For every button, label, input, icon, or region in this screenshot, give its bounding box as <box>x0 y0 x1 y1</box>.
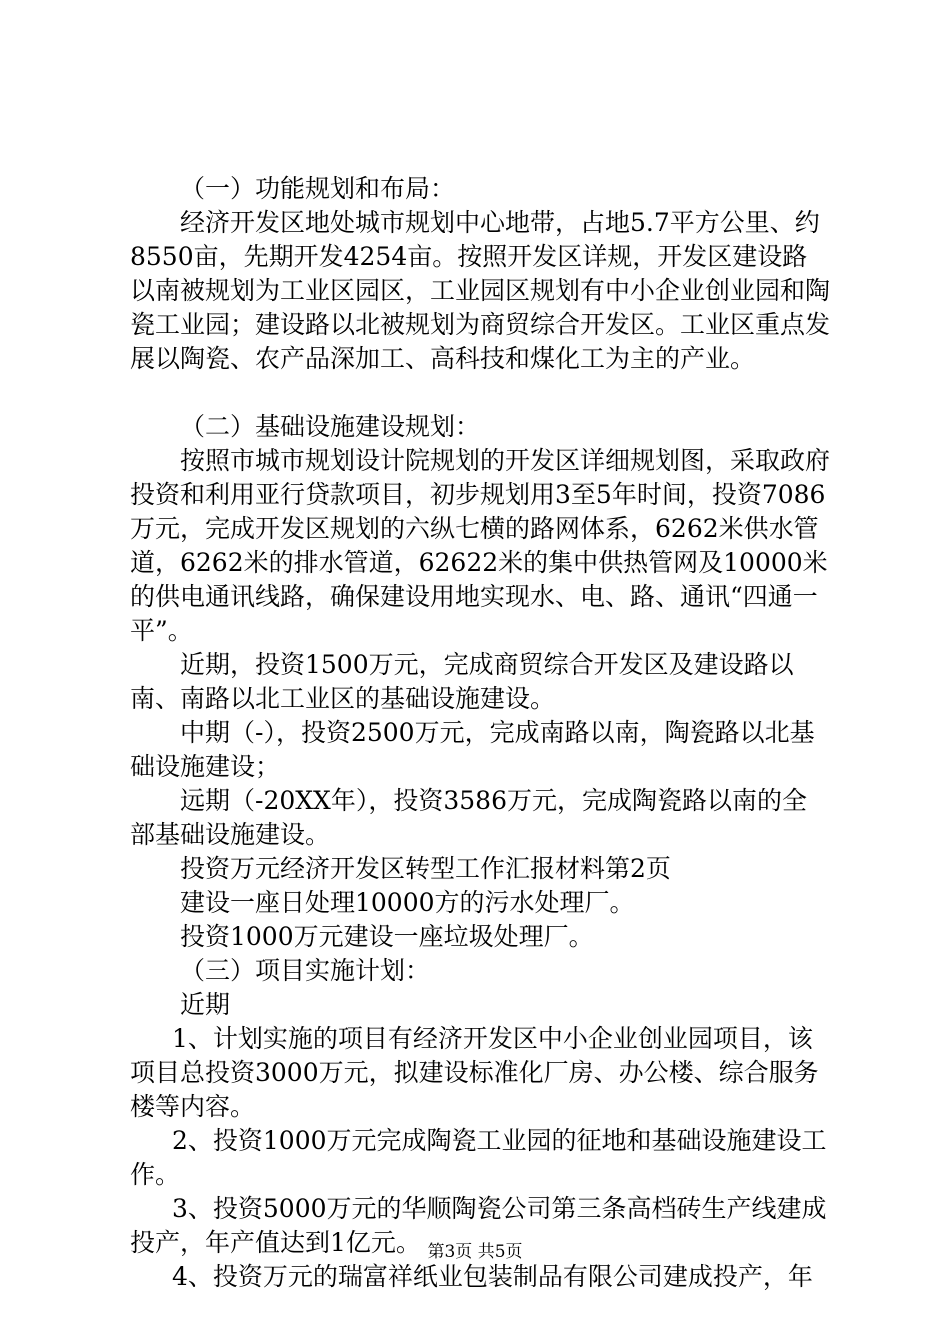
section2-paragraph: 中期（-），投资2500万元，完成南路以南，陶瓷路以北基础设施建设； <box>130 718 815 781</box>
section2-line: 投资万元经济开发区转型工作汇报材料第2页 <box>180 854 671 883</box>
list-item: 1、计划实施的项目有经济开发区中小企业创业园项目，该项目总投资3000万元，拟建设标准化厂房、办公楼、综合服务楼等内容。 <box>130 1024 819 1121</box>
section3-subheading: 近期 <box>180 990 231 1019</box>
spacer <box>130 376 830 410</box>
page-number: 第3页 共5页 <box>427 1242 523 1262</box>
list-item: 3、投资5000万元的华顺陶瓷公司第三条高档砖生产线建成投产，年产值达到1亿元。 <box>130 1194 827 1257</box>
document-body <box>130 172 830 1294</box>
section2-paragraph: 远期（-20XX年），投资3586万元，完成陶瓷路以南的全部基础设施建设。 <box>130 786 807 849</box>
section2-line: 投资1000万元建设一座垃圾处理厂。 <box>180 922 594 951</box>
section1-heading: （一）功能规划和布局： <box>180 174 456 203</box>
list-item: 4、投资万元的瑞富祥纸业包装制品有限公司建成投产，年 <box>172 1262 813 1291</box>
section2-heading: （二）基础设施建设规划： <box>180 412 481 441</box>
section3-heading: （三）项目实施计划： <box>180 956 431 985</box>
list-item: 2、投资1000万元完成陶瓷工业园的征地和基础设施建设工作。 <box>130 1126 827 1189</box>
section1-paragraph: 经济开发区地处城市规划中心地带，占地5.7平方公里、约8550亩，先期开发4254亩。按照开发区详规，开发区建设路以南被规划为工业区园区，工业园区规划有中小企业创业园和陶瓷工业园；建设路以北被规划为商贸综合开发区。工业区重点发展以陶瓷、农产品深加工、高科技和煤化工为主的产业。 <box>130 208 831 373</box>
section2-line: 建设一座日处理10000方的污水处理厂。 <box>180 888 635 917</box>
section2-paragraph: 按照市城市规划设计院规划的开发区详细规划图，采取政府投资和利用亚行贷款项目，初步规划用3至5年时间，投资7086万元，完成开发区规划的六纵七横的路网体系，6262米供水管道，6262米的排水管道，62622米的集中供热管网及10000米的供电通讯线路，确保建设用地实现水、电、路、通讯“四通一平”。 <box>130 446 831 645</box>
section2-paragraph: 近期，投资1500万元，完成商贸综合开发区及建设路以南、南路以北工业区的基础设施建设。 <box>130 650 794 713</box>
